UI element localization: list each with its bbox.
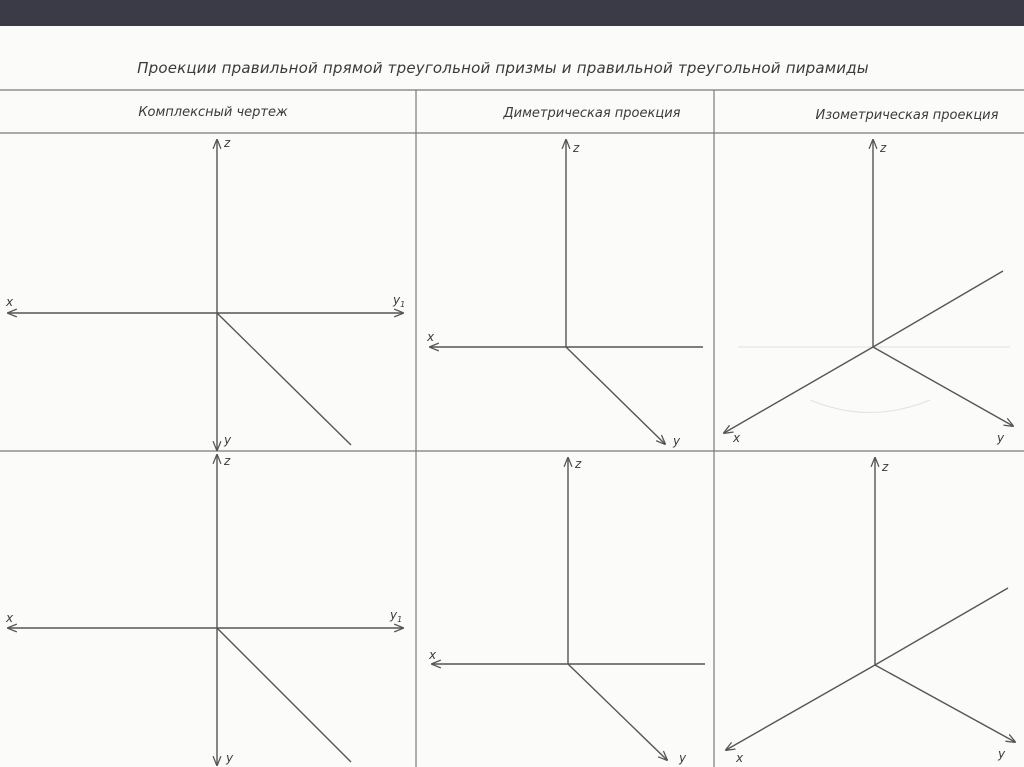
isometric-axes-row2 <box>726 458 1015 765</box>
x-axis-label: x <box>6 295 14 309</box>
y1-main: y <box>393 293 401 307</box>
z-axis-label: z <box>224 454 231 468</box>
y1-subscript: 1 <box>397 615 403 624</box>
x-axis-label: x <box>6 611 14 625</box>
y1-main: y <box>390 608 398 622</box>
dimetric-axes-row2 <box>428 457 705 765</box>
y-axis-label: y <box>997 431 1005 445</box>
constant-line <box>875 588 1008 665</box>
header-dimetric-projection: Диметрическая проекция <box>503 106 681 121</box>
z-axis-label: z <box>882 460 889 474</box>
header-complex-drawing: Комплексный чертеж <box>138 105 288 120</box>
sheet-title: Проекции правильной прямой треугольной призмы и правильной треугольной пирамиды <box>137 59 869 77</box>
constant-line <box>217 628 351 762</box>
header-isometric-projection: Изометрическая проекция <box>815 108 999 123</box>
dimetric-axes-row1 <box>426 140 703 448</box>
z-axis-label: z <box>573 141 580 155</box>
faint-construction-arc <box>810 400 930 413</box>
y1-axis-label <box>389 608 402 624</box>
z-axis-label: z <box>224 136 231 150</box>
x-axis <box>726 665 875 750</box>
x-axis-label: x <box>736 751 744 765</box>
y-axis <box>566 347 665 444</box>
y1-axis-label <box>392 293 405 309</box>
y-axis-label: y <box>673 434 681 448</box>
y-axis-label: y <box>224 433 232 447</box>
z-axis-label: z <box>575 457 582 471</box>
y-axis <box>568 664 667 760</box>
y1-subscript: 1 <box>400 300 406 309</box>
x-axis-label: x <box>429 648 437 662</box>
complex-drawing-axes-row2 <box>5 454 403 765</box>
table-grid <box>0 90 1024 767</box>
x-axis-label: x <box>733 431 741 445</box>
y-axis-label: y <box>226 751 234 765</box>
y-axis <box>875 665 1015 742</box>
complex-drawing-axes-row1 <box>5 136 405 450</box>
y-axis-label: y <box>998 747 1006 761</box>
z-axis-label: z <box>880 141 887 155</box>
isometric-axes-row1 <box>724 140 1013 445</box>
constant-line <box>873 271 1003 347</box>
y-axis-label: y <box>679 751 687 765</box>
x-axis-label: x <box>427 330 435 344</box>
x-axis <box>724 347 873 433</box>
y-axis <box>873 347 1013 426</box>
constant-line <box>217 313 351 445</box>
